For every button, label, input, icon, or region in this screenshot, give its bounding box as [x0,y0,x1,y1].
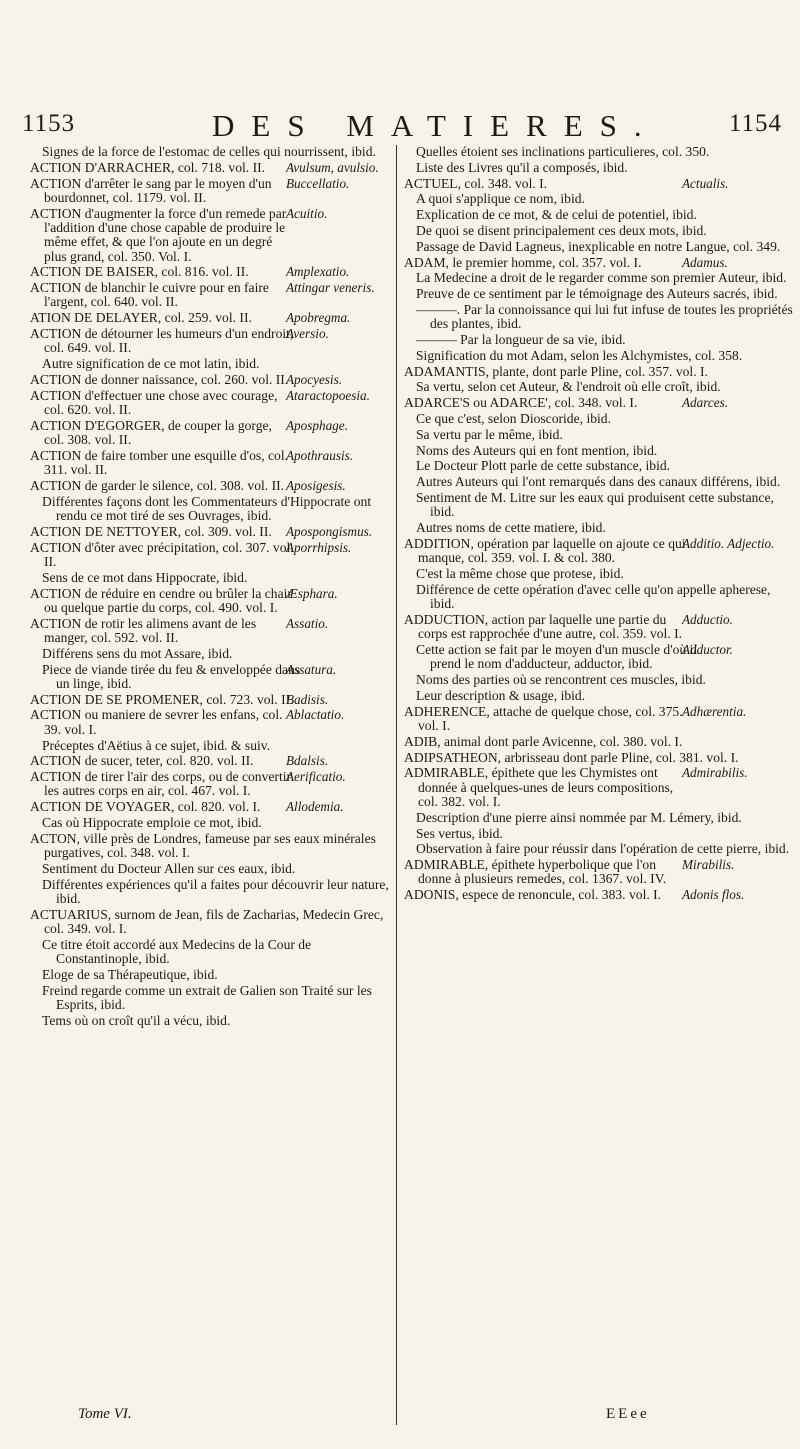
index-entry [404,689,796,703]
index-entry [404,613,796,642]
entry-text: ADHERENCE, attache de quelque chose, col. 375. vol. I. [404,703,683,733]
entry-text: ACTION de faire tomber une esquille d'os, col. 311. vol. II. [30,447,289,478]
entry-text: Autres noms de cette matiere, ibid. [416,520,606,536]
latin-term: Apothrausis. [286,447,354,463]
entry-text: ADONIS, espece de renoncule, col. 383. vol. I. [404,887,662,903]
page-number-right: 1154 [728,110,782,137]
index-entry [404,224,796,238]
index-entry [30,617,390,646]
index-entry [30,541,390,570]
index-entry [30,281,390,310]
latin-term: Apocyesis. [286,371,343,387]
entry-text: ACTION DE BAISER, col. 816. vol. II. [30,264,249,280]
entry-text: ACTION DE SE PROMENER, col. 723. vol. II. [30,691,294,707]
index-entry [404,643,796,672]
index-entry [404,271,796,285]
entry-text: Description d'une pierre ainsi nommée par M. Lémery, ibid. [416,809,742,825]
entry-text: ACTION ou maniere de sevrer les enfans, col. 39. vol. I. [30,707,283,737]
entry-text: ACTION de réduire en cendre ou brûler la chair ou quelque partie du corps, col. 490. vol. I. [30,585,292,615]
entry-text: Autre signification de ce mot latin, ibid. [42,356,260,372]
index-entry [404,192,796,206]
entry-text: ADAM, le premier homme, col. 357. vol. I. [404,254,642,270]
entry-text: Piece de viande tirée du feu & enveloppée dans un linge, ibid. [42,661,301,691]
latin-term: Buccellatio. [286,175,350,191]
entry-text: ACTION d'arrêter le sang par le moyen d'un bourdonnet, col. 1179. vol. II. [30,175,272,205]
index-entry [404,705,796,734]
index-entry [30,327,390,356]
entry-text: Signes de la force de l'estomac de celles qui nourrissent, ibid. [42,144,376,159]
index-entry [30,832,390,861]
index-entry [30,373,390,387]
latin-term: Adhærentia. [682,703,747,719]
index-column-right [404,145,796,904]
index-entry [404,240,796,254]
entry-text: Passage de David Lagneus, inexplicable en notre Langue, col. 349. [416,238,781,254]
entry-text: ACTION D'EGORGER, de couper la gorge, col. 308. vol. II. [30,417,272,448]
index-entry [404,459,796,473]
index-entry [30,161,390,175]
entry-text: Différentes expériences qu'il a faites pour découvrir leur nature, ibid. [42,876,389,907]
index-entry [404,349,796,363]
entry-text: Sens de ce mot dans Hippocrate, ibid. [42,569,248,585]
entry-text: Noms des parties où se rencontrent ces muscles, ibid. [416,672,706,688]
latin-term: Actualis. [682,175,729,191]
index-entry [30,311,390,325]
entry-text: ADMIRABLE, épithete hyperbolique que l'on donne à plusieurs remedes, col. 1367. vol. IV. [404,857,667,887]
entry-text: Freind regarde comme un extrait de Galien son Traité sur les Esprits, ibid. [42,982,372,1013]
entry-text: Ce que c'est, selon Dioscoride, ibid. [416,411,611,427]
index-entry [404,256,796,270]
entry-text: ADMIRABLE, épithete que les Chymistes ont donnée à quelques-unes de leurs compositions, col. 382. vol. I. [404,765,674,809]
latin-term: Apospongismus. [286,523,373,539]
index-entry [30,525,390,539]
latin-term: Aporrhipsis. [286,539,352,555]
signature-mark: EEee [606,1406,650,1422]
index-entry [404,475,796,489]
latin-term: Admirabilis. [682,765,748,781]
index-entry [30,968,390,982]
index-entry [404,735,796,749]
entry-text: ACTION de donner naissance, col. 260. vol. II. [30,371,289,387]
entry-text: ACTION de garder le silence, col. 308. vol. II. [30,478,285,494]
entry-text: ACTION de rotir les alimens avant de les manger, col. 592. vol. II. [30,615,257,645]
index-entry [30,862,390,876]
latin-term: Avulsum, avulsio. [286,159,379,175]
index-entry [404,521,796,535]
entry-text: ADDUCTION, action par laquelle une partie du corps est rapprochée d'une autre, col. 359. vol. I. [404,611,683,642]
latin-term: Amplexatio. [286,264,350,280]
entry-text: Sa vertu par le même, ibid. [416,426,563,442]
column-divider [396,145,397,1425]
latin-term: Adamus. [682,254,728,270]
entry-text: ——— Par la longueur de sa vie, ibid. [416,332,626,348]
index-entry [30,419,390,448]
index-entry [30,754,390,768]
entry-text: Sentiment du Docteur Allen sur ces eaux, ibid. [42,860,296,876]
latin-term: Adductor. [682,642,733,657]
index-entry [404,303,796,332]
latin-term: Aversio. [286,326,329,342]
entry-text: ADDITION, opération par laquelle on ajoute ce qui manque, col. 359. vol. I. & col. 380. [404,535,686,566]
entry-text: ACTION de tirer l'air des corps, ou de convertir les autres corps en air, col. 467. vol. I. [30,769,292,799]
entry-text: ADAMANTIS, plante, dont parle Pline, col. 357. vol. I. [404,363,708,379]
entry-text: ACTION d'augmenter la force d'un remede par l'addition d'une chose capable de produire le même effet, & que l'on ajoute en un degré plus grand, col. 350. Vol. I. [30,205,287,264]
entry-text: Autres Auteurs qui l'ont remarqués dans des canaux différens, ibid. [416,474,781,490]
index-entry [30,495,390,524]
index-entry [404,858,796,887]
entry-text: A quoi s'applique ce nom, ibid. [416,191,585,207]
entry-text: ———. Par la connoissance qui lui fut infuse de toutes les propriétés des plantes, ibid. [416,301,793,332]
entry-text: ACTION DE VOYAGER, col. 820. vol. I. [30,799,261,815]
index-entry [30,663,390,692]
entry-text: Différence de cette opération d'avec celle qu'on appelle apherese, ibid. [416,581,771,612]
latin-term: Bdalsis. [286,753,329,769]
index-entry [404,491,796,520]
entry-text: Signification du mot Adam, selon les Alchymistes, col. 358. [416,347,743,363]
index-entry [404,842,796,856]
index-entry [404,380,796,394]
index-entry [30,816,390,830]
index-entry [404,444,796,458]
index-entry [404,161,796,175]
entry-text: Observation à faire pour réussir dans l'opération de cette pierre, ibid. [416,841,790,857]
latin-term: Allodemia. [286,799,344,815]
index-entry [30,878,390,907]
entry-text: ACTION de détourner les humeurs d'un endroit, col. 649. vol. II. [30,326,294,356]
index-entry [30,145,390,159]
entry-text: ACTION d'effectuer une chose avec courage, col. 620. vol. II. [30,387,278,418]
entry-text: ACTON, ville près de Londres, fameuse par ses eaux minérales purgatives, col. 348. vol. I. [30,830,376,861]
index-entry [30,479,390,493]
entry-text: Sentiment de M. Litre sur les eaux qui produisent cette substance, ibid. [416,490,774,520]
latin-term: Assatio. [286,615,329,631]
index-entry [30,177,390,206]
index-entry [404,751,796,765]
index-entry [404,766,796,809]
latin-term: Aerificatio. [286,769,346,785]
latin-term: Aposigesis. [286,478,346,494]
entry-text: Différentes façons dont les Commentateurs d'Hippocrate ont rendu ce mot tiré de ses Ouvrages, ibid. [42,493,372,524]
entry-text: Leur description & usage, ibid. [416,687,586,703]
index-entry [404,537,796,566]
index-entry [30,357,390,371]
index-entry [30,984,390,1013]
entry-text: ACTION D'ARRACHER, col. 718. vol. II. [30,159,266,175]
page-number-left: 1153 [22,110,76,137]
latin-term: Ablactatio. [286,707,345,723]
entry-text: De quoi se disent principalement ces deux mots, ibid. [416,222,707,238]
latin-term: Assatura. [286,661,337,677]
entry-text: Explication de ce mot, & de celui de potentiel, ibid. [416,207,697,223]
index-column-left [30,145,390,1030]
entry-text: Cette action se fait par le moyen d'un muscle d'où il prend le nom d'adducteur, adductor, ibid. [416,642,698,672]
index-entry [404,287,796,301]
index-entry [30,389,390,418]
index-entry [404,177,796,191]
index-entry [30,587,390,616]
running-title: DES MATIERES. [212,108,659,143]
entry-text: ACTUEL, col. 348. vol. I. [404,175,548,191]
index-entry [404,333,796,347]
entry-text: Tems où on croît qu'il a vécu, ibid. [42,1012,231,1028]
index-entry [30,739,390,753]
entry-text: Sa vertu, selon cet Auteur, & l'endroit où elle croît, ibid. [416,379,721,395]
latin-term: Badisis. [286,691,329,707]
entry-text: Préceptes d'Aëtius à ce sujet, ibid. & suiv. [42,737,271,753]
latin-term: Ataractopoesia. [286,387,370,403]
entry-text: Ses vertus, ibid. [416,825,503,841]
index-entry [404,583,796,612]
entry-text: Le Docteur Plott parle de cette substance, ibid. [416,458,671,474]
latin-term: Aposphage. [286,417,348,433]
latin-term: Additio. Adjectio. [682,535,775,551]
index-entry [404,811,796,825]
index-entry [404,145,796,159]
entry-text: Quelles étoient ses inclinations particulieres, col. 350. [416,144,710,159]
latin-term: Adarces. [682,395,729,411]
entry-text: ACTION de blanchir le cuivre pour en faire l'argent, col. 640. vol. II. [30,280,269,310]
entry-text: Différens sens du mot Assare, ibid. [42,645,233,661]
entry-text: ACTION DE NETTOYER, col. 309. vol. II. [30,523,272,539]
latin-term: Adductio. [682,611,733,627]
index-entry [404,827,796,841]
index-entry [30,571,390,585]
index-entry [404,365,796,379]
index-entry [30,908,390,937]
entry-text: ADARCE'S ou ADARCE', col. 348. vol. I. [404,395,638,411]
index-entry [404,888,796,902]
entry-text: Cas où Hippocrate emploie ce mot, ibid. [42,815,262,831]
index-entry [404,396,796,410]
index-entry [404,673,796,687]
index-entry [30,800,390,814]
entry-text: Ce titre étoit accordé aux Medecins de la Cour de Constantinople, ibid. [42,936,312,967]
index-entry [404,428,796,442]
index-entry [30,708,390,737]
page-header [22,108,782,142]
index-entry [30,770,390,799]
latin-term: Acuitio. [286,205,328,221]
index-entry [404,412,796,426]
entry-text: Eloge de sa Thérapeutique, ibid. [42,967,218,983]
index-entry [30,938,390,967]
entry-text: ACTUARIUS, surnom de Jean, fils de Zacharias, Medecin Grec, col. 349. vol. I. [30,906,384,937]
entry-text: ATION DE DELAYER, col. 259. vol. II. [30,310,252,326]
entry-text: ACTION de sucer, teter, col. 820. vol. II. [30,753,254,769]
entry-text: ACTION d'ôter avec précipitation, col. 307. vol. II. [30,539,294,570]
latin-term: Apobregma. [286,310,351,326]
latin-term: Mirabilis. [682,857,735,873]
index-entry [30,693,390,707]
latin-term: Attingar veneris. [286,280,375,296]
latin-term: Adonis flos. [682,887,745,903]
entry-text: Liste des Livres qu'il a composés, ibid. [416,159,628,175]
index-entry [30,1014,390,1028]
index-entry [30,449,390,478]
latin-term: Æsphara. [286,585,338,601]
index-entry [30,207,390,264]
tome-label: Tome VI. [78,1406,132,1422]
entry-text: C'est la même chose que protese, ibid. [416,566,624,582]
entry-text: Noms des Auteurs qui en font mention, ibid. [416,442,658,458]
index-entry [404,208,796,222]
entry-text: La Medecine a droit de le regarder comme son premier Auteur, ibid. [416,270,787,286]
entry-text: ADIPSATHEON, arbrisseau dont parle Pline, col. 381. vol. I. [404,749,739,765]
index-entry [404,567,796,581]
index-entry [30,265,390,279]
entry-text: Preuve de ce sentiment par le témoignage des Auteurs sacrés, ibid. [416,286,778,302]
index-entry [30,647,390,661]
entry-text: ADIB, animal dont parle Avicenne, col. 380. vol. I. [404,733,683,749]
